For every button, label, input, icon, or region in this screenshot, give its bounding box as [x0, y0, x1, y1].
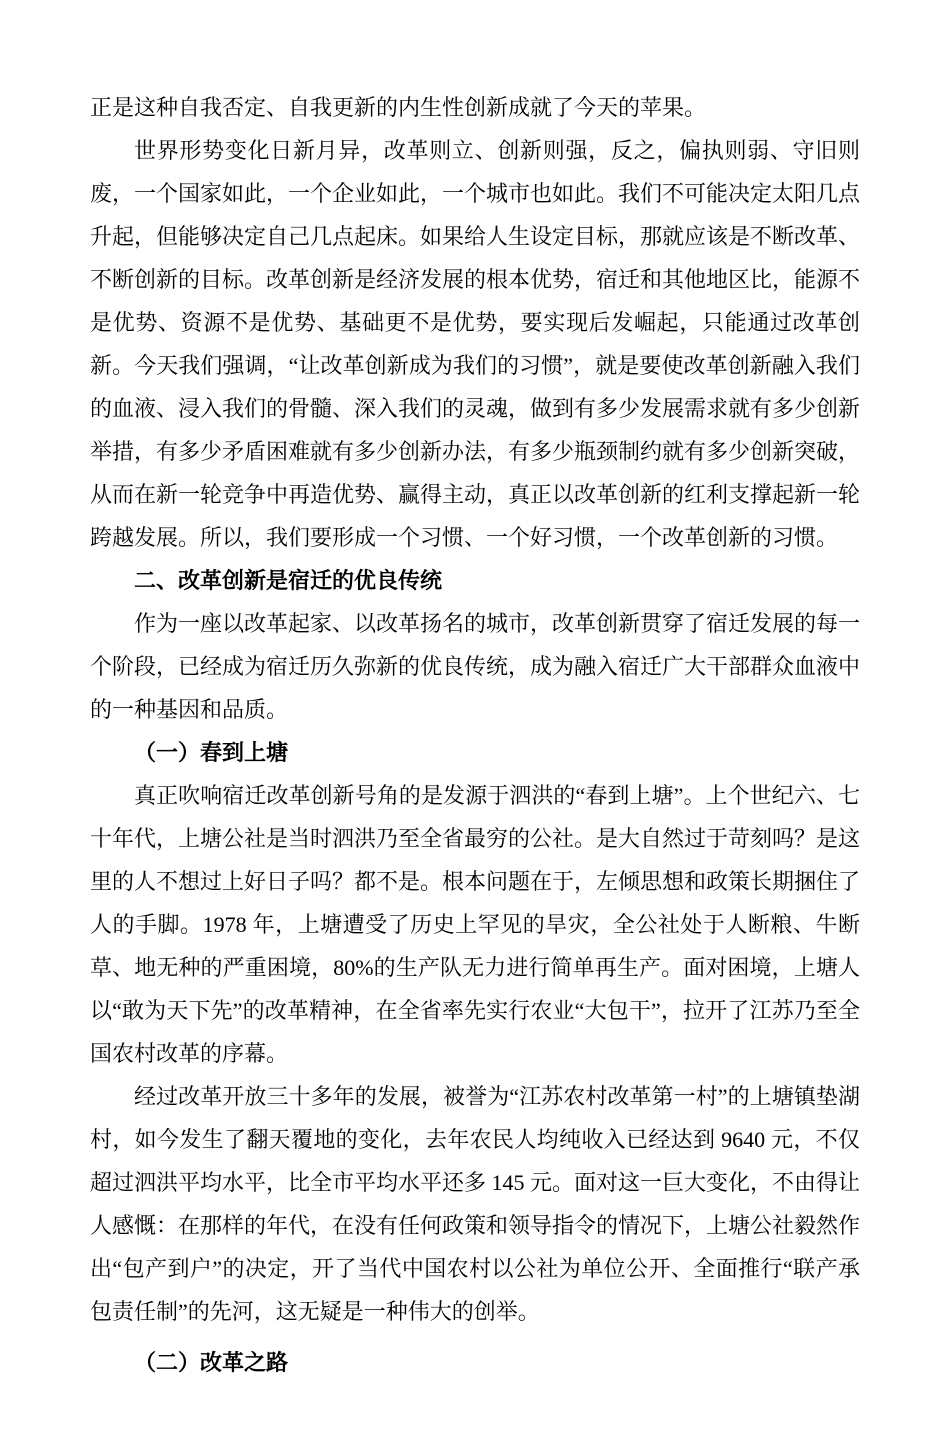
section-heading-2: 二、改革创新是宿迁的优良传统 [134, 568, 443, 593]
paragraph: 真正吹响宿迁改革创新号角的是发源于泗洪的“春到上塘”。上个世纪六、七十年代，上塘公社是当时泗洪乃至全省最穷的公社。是大自然过于苛刻吗？是这里的人不想过上好日子吗？都不是。根本问题在于，左倾思想和政策长期捆住了人的手脚。1978 年，上塘遭受了历史上罕见的旱灾，全公社处于人断粮、牛断草、地无种的严重困境，80%的生产队无力进行简单再生产。面对困境，上塘人以“敢为天下先”的改革精神，在全省率先实行农业“大包干”，拉开了江苏乃至全国农村改革的序幕。 [90, 783, 861, 1066]
paragraph-continuation: 正是这种自我否定、自我更新的内生性创新成就了今天的苹果。 [90, 95, 707, 120]
paragraph: 作为一座以改革起家、以改革扬名的城市，改革创新贯穿了宿迁发展的每一个阶段，已经成为宿迁历久弥新的优良传统，成为融入宿迁广大干部群众血液中的一种基因和品质。 [90, 611, 861, 722]
paragraph: 世界形势变化日新月异，改革则立、创新则强，反之，偏执则弱、守旧则废，一个国家如此，一个企业如此，一个城市也如此。我们不可能决定太阳几点升起，但能够决定自己几点起床。如果给人生设定目标，那就应该是不断改革、不断创新的目标。改革创新是经济发展的根本优势，宿迁和其他地区比，能源不是优势、资源不是优势、基础更不是优势，要实现后发崛起，只能通过改革创新。今天我们强调，“让改革创新成为我们的习惯”，就是要使改革创新融入我们的血液、浸入我们的骨髓、深入我们的灵魂，做到有多少发展需求就有多少创新举措，有多少矛盾困难就有多少创新办法，有多少瓶颈制约就有多少创新突破，从而在新一轮竞争中再造优势、赢得主动，真正以改革创新的红利支撑起新一轮跨越发展。所以，我们要形成一个习惯、一个好习惯，一个改革创新的习惯。 [90, 138, 861, 550]
subsection-heading-1: （一）春到上塘 [134, 740, 289, 765]
subsection-heading-2: （二）改革之路 [134, 1350, 289, 1375]
paragraph: 经过改革开放三十多年的发展，被誉为“江苏农村改革第一村”的上塘镇垫湖村，如今发生了翻天覆地的变化，去年农民人均纯收入已经达到 9640 元，不仅超过泗洪平均水平，比全市平均水平还多 145 元。面对这一巨大变化，不由得让人感慨：在那样的年代，在没有任何政策和领导指令的情况下，上塘公社毅然作出“包产到户”的决定，开了当代中国农村以公社为单位公开、全面推行“联产承包责任制”的先河，这无疑是一种伟大的创举。 [90, 1084, 861, 1324]
